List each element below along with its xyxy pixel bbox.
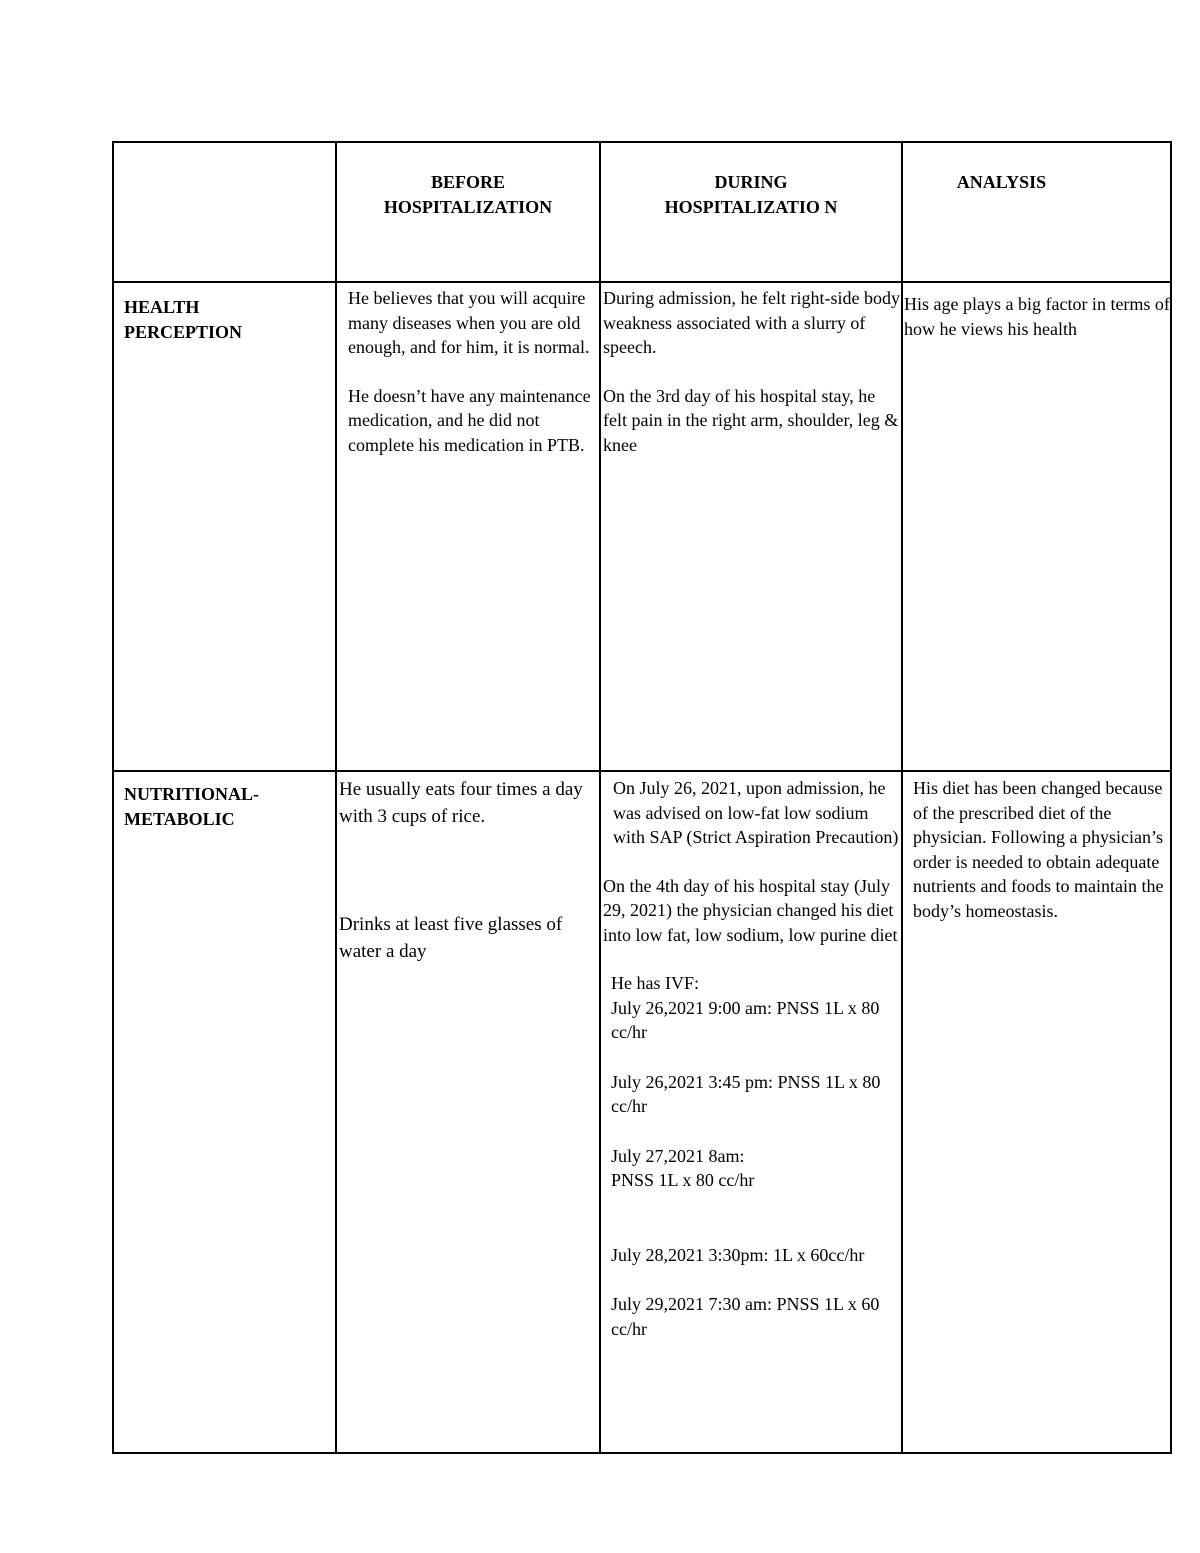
health-before-p1: He believes that you will acquire many diseases when you are old enough, and for him, it is normal. (348, 288, 590, 357)
ivf-entry-3a: July 27,2021 8am: (611, 1145, 745, 1166)
assessment-table (112, 141, 1172, 1454)
nutri-during-cell (600, 771, 902, 1453)
header-analysis (902, 142, 1171, 282)
header-empty-cell (113, 142, 336, 282)
ivf-entry-4: July 28,2021 3:30pm: 1L x 60cc/hr (611, 1244, 865, 1265)
header-during-line2: HOSPITALIZATIO N (664, 196, 838, 217)
health-analysis-text: His age plays a big factor in terms of how he views his health (904, 294, 1170, 339)
header-analysis-label: ANALYSIS (956, 172, 1047, 192)
header-row (113, 142, 1171, 282)
nutri-analysis-text: His diet has been changed because of the prescribed diet of the physician. Following a physician’s order is needed to obtain adequate nutrients and foods to maintain the body’s homeostasis. (913, 778, 1164, 921)
nutri-during-p2: On the 4th day of his hospital stay (July 29, 2021) the physician changed his diet into low fat, low sodium, low purine diet (603, 875, 898, 945)
row-label-nutritional-metabolic (113, 771, 336, 1453)
row-label-health-perception (113, 282, 336, 771)
ivf-entry-2: July 26,2021 3:45 pm: PNSS 1L x 80 cc/hr (611, 1071, 881, 1116)
nutri-before-p2: Drinks at least five glasses of water a day (339, 914, 563, 962)
health-before-p2: He doesn’t have any maintenance medication, and he did not complete his medication in PTB. (348, 385, 591, 455)
ivf-entry-5: July 29,2021 7:30 am: PNSS 1L x 60 cc/hr (611, 1294, 880, 1339)
health-during-p1: During admission, he felt right-side body weakness associated with a slurry of speech. (603, 288, 900, 357)
ivf-entry-3b: PNSS 1L x 80 cc/hr (611, 1170, 755, 1190)
row-label-line2: METABOLIC (124, 808, 235, 829)
health-during-cell (600, 282, 902, 771)
table-row-health-perception (113, 282, 1171, 771)
health-during-p2: On the 3rd day of his hospital stay, he felt pain in the right arm, shoulder, leg & knee (603, 385, 899, 455)
health-before-cell (336, 282, 600, 771)
row-label-line1: HEALTH (124, 297, 200, 317)
header-before (336, 142, 600, 282)
row-label-line2: PERCEPTION (124, 321, 243, 342)
ivf-title: He has IVF: (611, 973, 699, 993)
nutri-analysis-cell (902, 771, 1171, 1453)
nutri-before-p1: He usually eats four times a day with 3 cups of rice. (339, 779, 583, 827)
nutri-during-p1: On July 26, 2021, upon admission, he was advised on low-fat low sodium with SAP (Strict Aspiration Precaution) (613, 778, 899, 847)
nutri-before-cell (336, 771, 600, 1453)
header-before-line1: BEFORE (430, 172, 505, 192)
header-during (600, 142, 902, 282)
health-analysis-cell (902, 282, 1171, 771)
header-before-line2: HOSPITALIZATION (383, 196, 553, 217)
ivf-entry-1: July 26,2021 9:00 am: PNSS 1L x 80 cc/hr (611, 997, 880, 1042)
table-row-nutritional-metabolic (113, 771, 1171, 1453)
header-during-line1: DURING (714, 172, 788, 192)
row-label-line1: NUTRITIONAL- (124, 784, 260, 804)
